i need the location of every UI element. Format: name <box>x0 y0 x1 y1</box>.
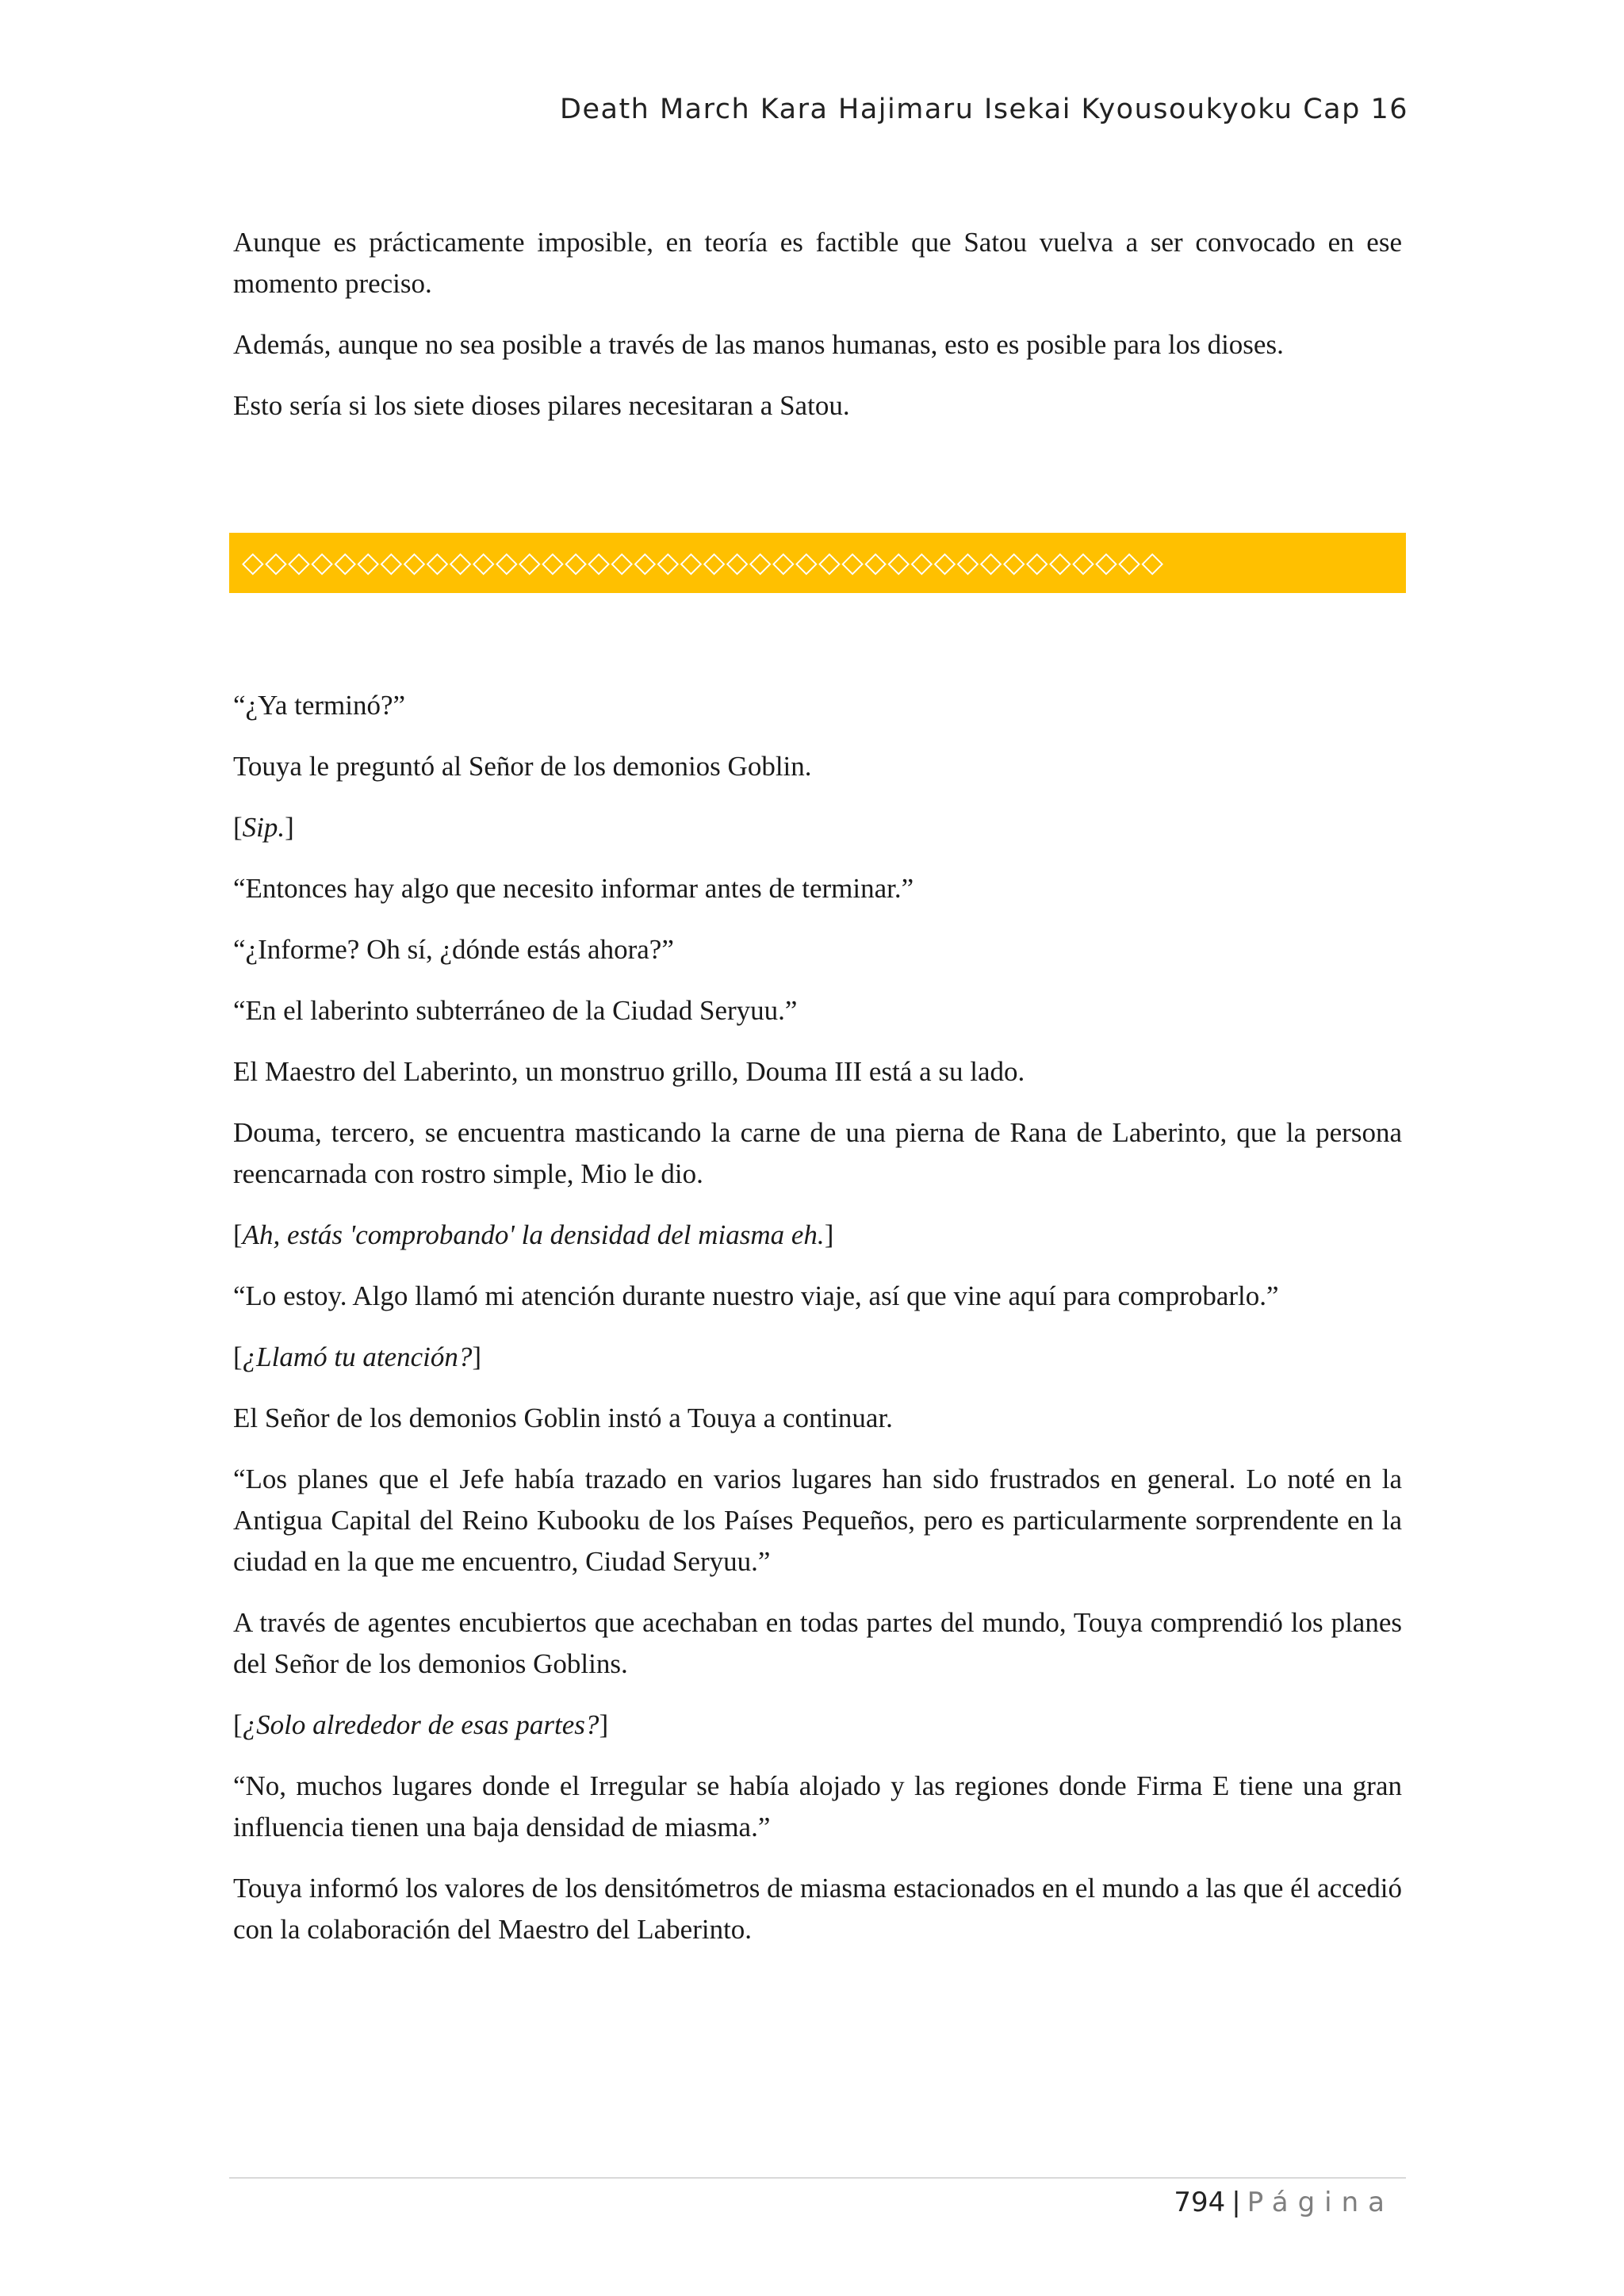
paragraph: “En el laberinto subterráneo de la Ciudad Seryuu.” <box>233 995 798 1026</box>
paragraph: Aunque es prácticamente imposible, en teoría es factible que Satou vuelva a ser convocado en ese momento preciso. <box>233 227 1402 299</box>
footer-rule <box>229 2177 1406 2179</box>
bracket-speech: [¿Solo alrededor de esas partes?] <box>233 1709 609 1740</box>
paragraph: “¿Ya terminó?” <box>233 690 406 721</box>
top-text-block <box>233 222 1402 446</box>
paragraph: “No, muchos lugares donde el Irregular se había alojado y las regiones donde Firma E tiene una gran influencia tienen una baja densidad de miasma.” <box>233 1770 1402 1843</box>
section-divider <box>229 533 1406 593</box>
paragraph: A través de agentes encubiertos que acechaban en todas partes del mundo, Touya comprendió los planes del Señor de los demonios Goblins. <box>233 1607 1402 1679</box>
bracket-speech: [Sip.] <box>233 812 294 843</box>
paragraph: El Señor de los demonios Goblin instó a Touya a continuar. <box>233 1402 893 1433</box>
paragraph: “¿Informe? Oh sí, ¿dónde estás ahora?” <box>233 934 674 965</box>
footer-separator: | <box>1231 2187 1241 2218</box>
bracket-speech: [Ah, estás 'comprobando' la densidad del miasma eh.] <box>233 1219 834 1250</box>
paragraph: Además, aunque no sea posible a través de las manos humanas, esto es posible para los dioses. <box>233 329 1284 360</box>
body-text-block <box>233 685 1402 1970</box>
paragraph: “Entonces hay algo que necesito informar antes de terminar.” <box>233 873 914 904</box>
diamond-ornament-icon: ◇◇◇◇◇◇◇◇◇◇◇◇◇◇◇◇◇◇◇◇◇◇◇◇◇◇◇◇◇◇◇◇◇◇◇◇◇◇◇◇ <box>242 546 1165 579</box>
page-number: 794 <box>1174 2187 1226 2218</box>
page-header-title: Death March Kara Hajimaru Isekai Kyousoukyoku Cap 16 <box>560 94 1408 125</box>
paragraph: Touya le preguntó al Señor de los demonios Goblin. <box>233 751 812 782</box>
paragraph: “Lo estoy. Algo llamó mi atención durante nuestro viaje, así que vine aquí para comprobarlo.” <box>233 1280 1279 1311</box>
paragraph: Touya informó los valores de los densitómetros de miasma estacionados en el mundo a las que él accedió con la colaboración del Maestro del Laberinto. <box>233 1873 1402 1945</box>
paragraph: El Maestro del Laberinto, un monstruo grillo, Douma III está a su lado. <box>233 1056 1025 1087</box>
page-footer <box>1174 2187 1394 2218</box>
paragraph: Esto sería si los siete dioses pilares necesitaran a Satou. <box>233 390 850 421</box>
paragraph: Douma, tercero, se encuentra masticando la carne de una pierna de Rana de Laberinto, que la persona reencarnada con rostro simple, Mio le dio. <box>233 1117 1402 1189</box>
bracket-speech: [¿Llamó tu atención?] <box>233 1341 482 1372</box>
page-label: Página <box>1247 2187 1394 2218</box>
paragraph: “Los planes que el Jefe había trazado en varios lugares han sido frustrados en general. Lo noté en la Antigua Capital del Reino Kubooku de los Países Pequeños, pero es particularmente sorprendente en la ciudad en la que me encuentro, Ciudad Seryuu.” <box>233 1464 1402 1577</box>
